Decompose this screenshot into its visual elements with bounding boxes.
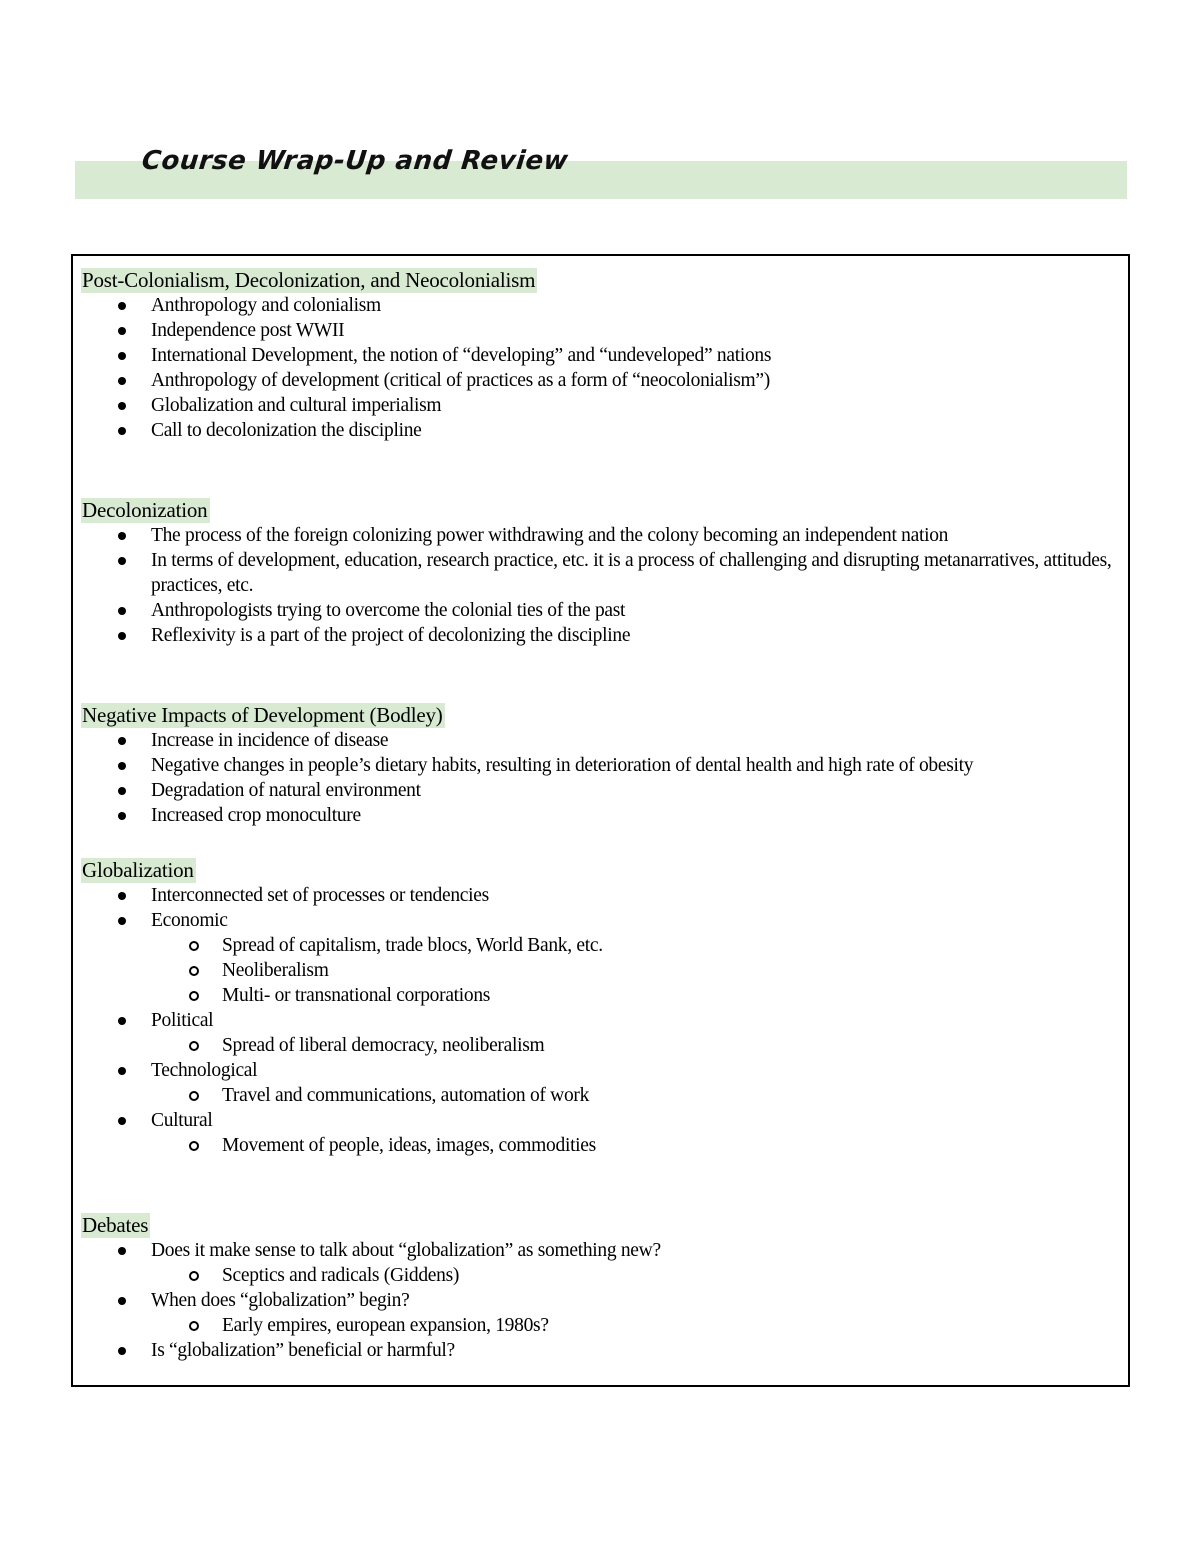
section-heading: Decolonization (82, 498, 208, 522)
list-item-text: When does “globalization” begin? (151, 1290, 410, 1311)
bullet-circle-icon (189, 1091, 199, 1101)
list-item (81, 883, 1118, 908)
bullet-circle-icon (189, 1271, 199, 1281)
list-item-text: Anthropologists trying to overcome the colonial ties of the past (151, 600, 626, 621)
bullet-list (81, 728, 1118, 828)
list-item-text: Call to decolonization the discipline (151, 420, 422, 441)
list-item (81, 778, 1118, 803)
list-item (81, 1288, 1118, 1313)
sub-list-item-text: Travel and communications, automation of work (222, 1085, 590, 1106)
list-item-text: In terms of development, education, research practice, etc. it is a process of challenging and disrupting metanarratives, attitudes, practices, etc. (151, 550, 1112, 596)
list-item (81, 1338, 1118, 1363)
section-2 (81, 703, 1118, 828)
sub-bullet-list (81, 1133, 1118, 1158)
sub-bullet-list (81, 1033, 1118, 1058)
list-item-text: Economic (151, 910, 228, 931)
list-item-text: The process of the foreign colonizing power withdrawing and the colony becoming an independent nation (151, 525, 949, 546)
sub-list-item (151, 983, 1118, 1008)
sub-list-item-text: Spread of liberal democracy, neoliberalism (222, 1035, 545, 1056)
sections-container (81, 268, 1118, 1363)
bullet-disc-icon (118, 532, 126, 540)
bullet-disc-icon (118, 377, 126, 385)
bullet-disc-icon (118, 557, 126, 565)
sub-bullet-list (81, 1313, 1118, 1338)
content-box (71, 254, 1130, 1387)
list-item (81, 393, 1118, 418)
sub-list-item-text: Multi- or transnational corporations (222, 985, 491, 1006)
bullet-disc-icon (118, 1017, 126, 1025)
bullet-disc-icon (118, 787, 126, 795)
list-item-text: Is “globalization” beneficial or harmful? (151, 1340, 455, 1361)
sub-list-item-text: Neoliberalism (222, 960, 329, 981)
list-item-text: Political (151, 1010, 214, 1031)
bullet-disc-icon (118, 1297, 126, 1305)
list-item-text: Anthropology of development (critical of practices as a form of “neocolonialism”) (151, 370, 770, 391)
sub-list-item-text: Early empires, european expansion, 1980s? (222, 1315, 549, 1336)
bullet-list (81, 523, 1118, 648)
sub-list-item (151, 1083, 1118, 1108)
bullet-disc-icon (118, 892, 126, 900)
list-item (81, 1058, 1118, 1083)
list-item (81, 623, 1118, 648)
section-heading: Post-Colonialism, Decolonization, and Neocolonialism (82, 268, 536, 292)
bullet-disc-icon (118, 812, 126, 820)
section-heading: Debates (82, 1213, 149, 1237)
list-item-text: Cultural (151, 1110, 213, 1131)
section-spacer (81, 828, 1118, 858)
bullet-disc-icon (118, 302, 126, 310)
sub-bullet-list (81, 933, 1118, 1008)
bullet-circle-icon (189, 1141, 199, 1151)
list-item (81, 1008, 1118, 1033)
list-item-text: Negative changes in people’s dietary habits, resulting in deterioration of dental health and high rate of obesity (151, 755, 974, 776)
sub-list-item (151, 958, 1118, 983)
sub-list-item-text: Spread of capitalism, trade blocs, World Bank, etc. (222, 935, 603, 956)
bullet-list (81, 293, 1118, 443)
list-item-text: Interconnected set of processes or tendencies (151, 885, 489, 906)
section-spacer (81, 648, 1118, 703)
bullet-list (81, 883, 1118, 1158)
bullet-circle-icon (189, 991, 199, 1001)
bullet-disc-icon (118, 352, 126, 360)
bullet-disc-icon (118, 1247, 126, 1255)
sub-list-item-text: Sceptics and radicals (Giddens) (222, 1265, 460, 1286)
bullet-disc-icon (118, 632, 126, 640)
list-item (81, 548, 1118, 598)
list-item-text: Reflexivity is a part of the project of decolonizing the discipline (151, 625, 631, 646)
sub-list-item (151, 1263, 1118, 1288)
list-item-text: Increased crop monoculture (151, 805, 361, 826)
bullet-circle-icon (189, 1321, 199, 1331)
list-item (81, 803, 1118, 828)
list-item-text: Increase in incidence of disease (151, 730, 389, 751)
sub-bullet-list (81, 1263, 1118, 1288)
list-item (81, 293, 1118, 318)
sub-bullet-list (81, 1083, 1118, 1108)
list-item-text: International Development, the notion of “developing” and “undeveloped” nations (151, 345, 772, 366)
list-item-text: Degradation of natural environment (151, 780, 421, 801)
page-title: Course Wrap-Up and Review (140, 146, 570, 176)
bullet-disc-icon (118, 917, 126, 925)
bullet-disc-icon (118, 737, 126, 745)
bullet-disc-icon (118, 762, 126, 770)
list-item (81, 908, 1118, 933)
bullet-circle-icon (189, 941, 199, 951)
bullet-disc-icon (118, 402, 126, 410)
sub-list-item (151, 1033, 1118, 1058)
bullet-circle-icon (189, 966, 199, 976)
bullet-list (81, 1238, 1118, 1363)
section-1 (81, 498, 1118, 648)
list-item (81, 753, 1118, 778)
section-3 (81, 858, 1118, 1158)
list-item-text: Technological (151, 1060, 258, 1081)
sub-list-item-text: Movement of people, ideas, images, commodities (222, 1135, 596, 1156)
sub-list-item (151, 1313, 1118, 1338)
list-item-text: Anthropology and colonialism (151, 295, 381, 316)
section-spacer (81, 443, 1118, 498)
bullet-circle-icon (189, 1041, 199, 1051)
list-item (81, 368, 1118, 393)
sub-list-item (151, 933, 1118, 958)
section-4 (81, 1213, 1118, 1363)
list-item (81, 318, 1118, 343)
list-item-text: Does it make sense to talk about “globalization” as something new? (151, 1240, 661, 1261)
list-item (81, 1108, 1118, 1133)
bullet-disc-icon (118, 607, 126, 615)
list-item (81, 418, 1118, 443)
bullet-disc-icon (118, 1067, 126, 1075)
list-item (81, 523, 1118, 548)
section-heading: Globalization (82, 858, 194, 882)
section-spacer (81, 1158, 1118, 1213)
bullet-disc-icon (118, 327, 126, 335)
list-item-text: Globalization and cultural imperialism (151, 395, 442, 416)
section-0 (81, 268, 1118, 443)
bullet-disc-icon (118, 427, 126, 435)
list-item (81, 343, 1118, 368)
sub-list-item (151, 1133, 1118, 1158)
list-item (81, 598, 1118, 623)
bullet-disc-icon (118, 1347, 126, 1355)
list-item (81, 728, 1118, 753)
bullet-disc-icon (118, 1117, 126, 1125)
list-item (81, 1238, 1118, 1263)
section-heading: Negative Impacts of Development (Bodley) (82, 703, 443, 727)
list-item-text: Independence post WWII (151, 320, 345, 341)
